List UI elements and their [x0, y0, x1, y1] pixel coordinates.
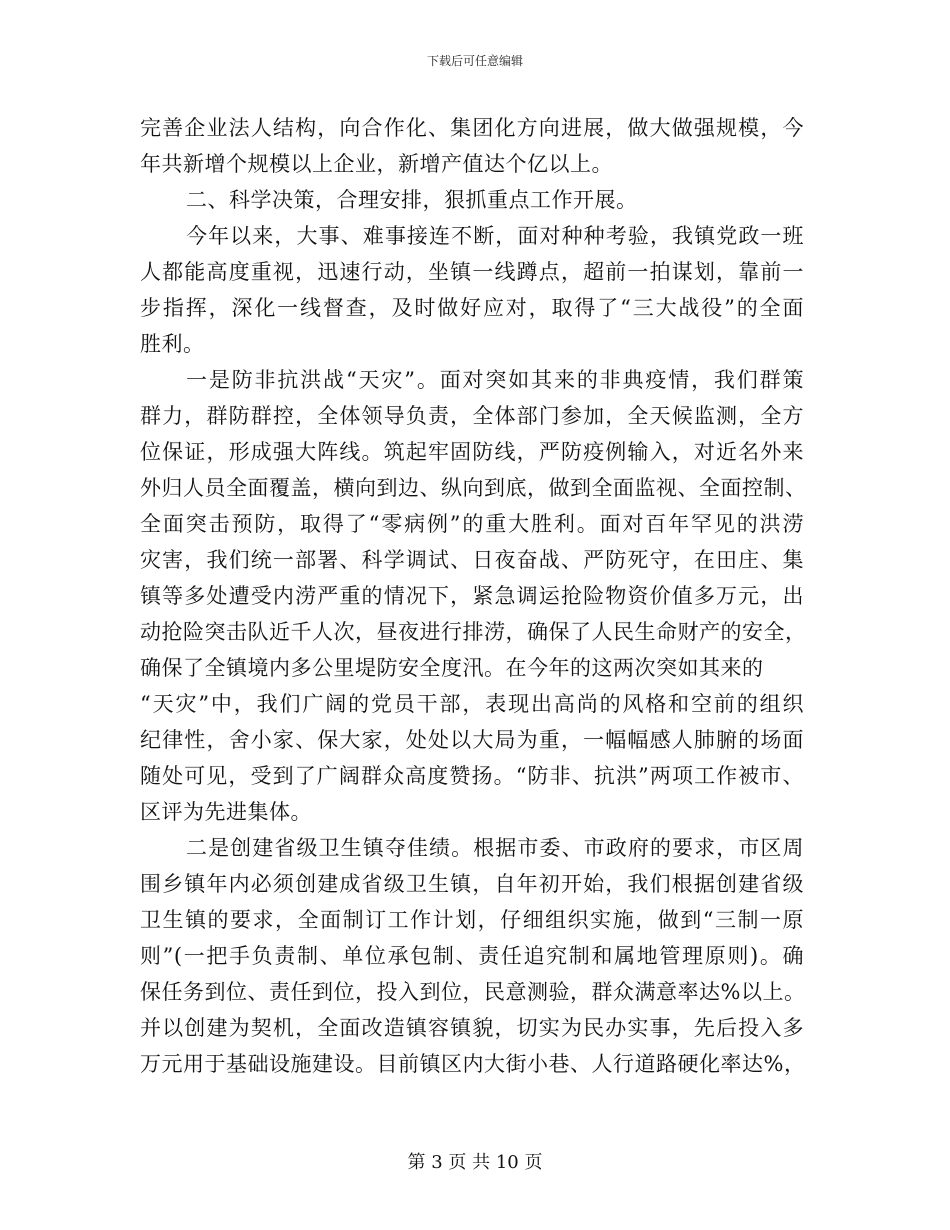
- text-line: 全面突击预防，取得了“零病例”的重大胜利。面对百年罕见的洪涝: [140, 512, 804, 536]
- text-line: 卫生镇的要求，全面制订工作计划，仔细组织实施，做到“三制一原: [140, 908, 804, 932]
- text-line: 区评为先进集体。: [140, 800, 312, 824]
- text-line: 动抢险突击队近千人次，昼夜进行排涝，确保了人民生命财产的安全，: [140, 620, 807, 644]
- text-line: 保任务到位、责任到位，投入到位，民意测验，群众满意率达%以上。: [140, 980, 806, 1004]
- text-line: 灾害，我们统一部署、科学调试、日夜奋战、严防死守，在田庄、集: [140, 548, 804, 572]
- text-line: 并以创建为契机，全面改造镇容镇貌，切实为民办实事，先后投入多: [140, 1016, 804, 1040]
- text-line: 步指挥，深化一线督查，及时做好应对，取得了“三大战役”的全面: [140, 296, 804, 320]
- text-line: 二是创建省级卫生镇夺佳绩。根据市委、市政府的要求，市区周: [186, 836, 804, 860]
- text-line: 镇等多处遭受内涝严重的情况下，紧急调运抢险物资价值多万元，出: [140, 584, 804, 608]
- document-body: [140, 110, 807, 1082]
- page-header: 下载后可任意编辑: [426, 54, 523, 68]
- text-line: 确保了全镇境内多公里堤防安全度汛。在今年的这两次突如其来的: [140, 656, 764, 680]
- text-line: 今年以来，大事、难事接连不断，面对种种考验，我镇党政一班: [186, 224, 804, 248]
- text-line: 人都能高度重视，迅速行动，坐镇一线蹲点，超前一拍谋划，靠前一: [140, 260, 804, 284]
- text-line: 一是防非抗洪战“天灾”。面对突如其来的非典疫情，我们群策: [186, 368, 804, 392]
- text-line: 外归人员全面覆盖，横向到边、纵向到底，做到全面监视、全面控制、: [140, 476, 807, 500]
- text-line: 随处可见，受到了广阔群众高度赞扬。“防非、抗洪”两项工作被市、: [140, 764, 804, 788]
- text-line: 完善企业法人结构，向合作化、集团化方向进展，做大做强规模，今: [140, 116, 804, 140]
- text-line: 二、科学决策，合理安排，狠抓重点工作开展。: [186, 188, 638, 212]
- text-line: 纪律性，舍小家、保大家，处处以大局为重，一幅幅感人肺腑的场面: [140, 728, 804, 752]
- text-line: 则”(一把手负责制、单位承包制、责任追究制和属地管理原则)。确: [140, 944, 804, 968]
- text-line: “天灾”中，我们广阔的党员干部，表现出高尚的风格和空前的组织: [140, 692, 804, 716]
- text-line: 年共新增个规模以上企业，新增产值达个亿以上。: [140, 152, 613, 176]
- text-line: 胜利。: [140, 332, 205, 356]
- page-footer: 第 3 页 共 10 页: [407, 1152, 543, 1173]
- text-line: 位保证，形成强大阵线。筑起牢固防线，严防疫例输入，对近名外来: [140, 440, 804, 464]
- text-line: 围乡镇年内必须创建成省级卫生镇，自年初开始，我们根据创建省级: [140, 872, 804, 896]
- text-line: 万元用于基础设施建设。目前镇区内大街小巷、人行道路硬化率达%，: [140, 1052, 806, 1076]
- text-line: 群力，群防群控，全体领导负责，全体部门参加，全天候监测，全方: [140, 404, 804, 428]
